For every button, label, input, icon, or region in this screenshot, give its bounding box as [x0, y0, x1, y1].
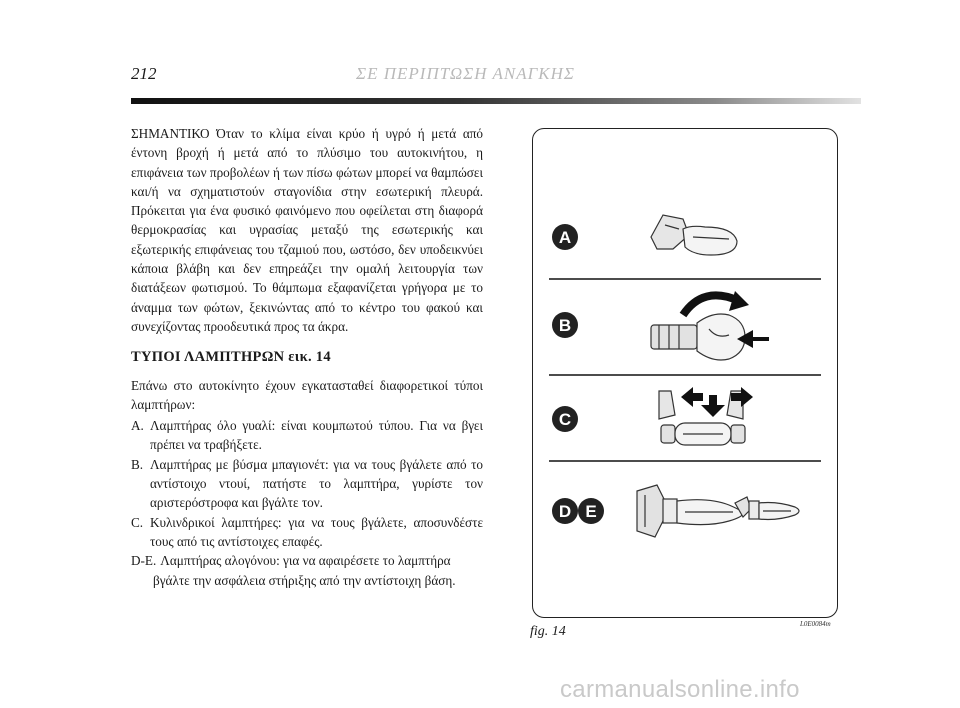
badge-d	[552, 498, 578, 524]
badge-b	[552, 312, 578, 338]
list-text: Λαμπτήρας με βύσμα μπαγιονέτ: για να τους βγάλετε από το αντίστοιχο ντουί, πατήστε το λαμπτήρα, γυρίστε τον αριστερόστροφα και βγάλτε τον.	[150, 456, 483, 511]
left-arrow-icon	[681, 387, 703, 407]
running-head: ΣΕ ΠΕΡΙΠΤΩΣΗ ΑΝΑΓΚΗΣ	[356, 64, 575, 83]
svg-text:A: A	[558, 228, 572, 247]
list-item-c	[131, 513, 483, 552]
list-label: A.	[131, 418, 144, 434]
list-item-de	[131, 551, 483, 590]
bulb-types-figure	[532, 128, 838, 618]
figure-code: L0E0084m	[800, 620, 831, 628]
figure-caption: fig. 14	[530, 624, 566, 639]
bayonet-bulb-icon	[651, 314, 745, 360]
watermark: carmanualsonline.info	[560, 676, 800, 703]
list-label: B.	[131, 456, 144, 472]
text-column	[131, 124, 483, 590]
figure-illustration	[533, 129, 837, 617]
list-item-b	[131, 455, 483, 513]
halogen-h1-bulb-icon	[735, 497, 799, 520]
svg-text:D: D	[558, 502, 572, 521]
page-number: 212	[131, 64, 157, 83]
list-text-continuation: βγάλτε την ασφάλεια στήριξης από την αντίστοιχη βάση.	[153, 572, 456, 588]
svg-text:C: C	[558, 410, 572, 429]
section-title: ΤΥΠΟΙ ΛΑΜΠΤΗΡΩΝ εικ. 14	[131, 349, 331, 366]
list-label: D-E.	[131, 553, 157, 569]
badge-c	[552, 406, 578, 432]
rotate-arrow-head-icon	[729, 291, 749, 311]
list-label: C.	[131, 514, 144, 530]
badge-e	[578, 498, 604, 524]
intro-paragraph: Επάνω στο αυτοκίνητο έχουν εγκατασταθεί διαφορετικοί τύποι λαμπτήρων:	[131, 377, 483, 412]
header-rule	[131, 98, 861, 104]
list-text: Κυλινδρικοί λαμπτήρες: για να τους βγάλετε, αποσυνδέστε τους από τις αντίστοιχες επαφές.	[150, 514, 483, 549]
list-text: Λαμπτήρας όλο γυαλί: είναι κουμπωτού τύπου. Για να βγει πρέπει να τραβήξετε.	[150, 418, 483, 453]
rotate-arrow-icon	[683, 295, 739, 315]
list-item-a	[131, 416, 483, 455]
down-arrow-icon	[701, 395, 725, 417]
svg-text:E: E	[585, 502, 597, 521]
badge-a	[552, 224, 578, 250]
list-text: Λαμπτήρας αλογόνου: για να αφαιρέσετε το λαμπτήρα	[160, 553, 451, 569]
important-paragraph: ΣΗΜΑΝΤΙΚΟ Όταν το κλίμα είναι κρύο ή υγρό ή μετά από έντονη βροχή ή μετά από το πλύσιμο του αυτοκινήτου, η επιφάνεια των προβολέων ή των πίσω φώτων μπορεί να θαμπώσει και/ή να σχηματιστούν σταγονίδια στην εσωτερική πλευρά. Πρόκειται για ένα φυσικό φαινόμενο που οφείλεται στη διαφορά θερμοκρασίας και υγρασίας μεταξύ της εσωτερικής και εξωτερικής επιφάνειας του τζαμιού που, ωστόσο, δεν υποδεικνύει κάποια βλάβη και δεν επηρεάζει την ομαλή λειτουργία των διατάξεων φωτισμού. Το θάμπωμα εξαφανίζεται γρήγορα με το άναμμα των φώτων, ξεκινώντας από το κέντρο του φακού και συνεχίζοντας προοδευτικά προς τα άκρα.	[131, 126, 483, 334]
svg-text:B: B	[558, 316, 572, 335]
halogen-h4-bulb-icon	[637, 485, 743, 537]
glass-wedge-bulb-icon	[651, 215, 737, 255]
